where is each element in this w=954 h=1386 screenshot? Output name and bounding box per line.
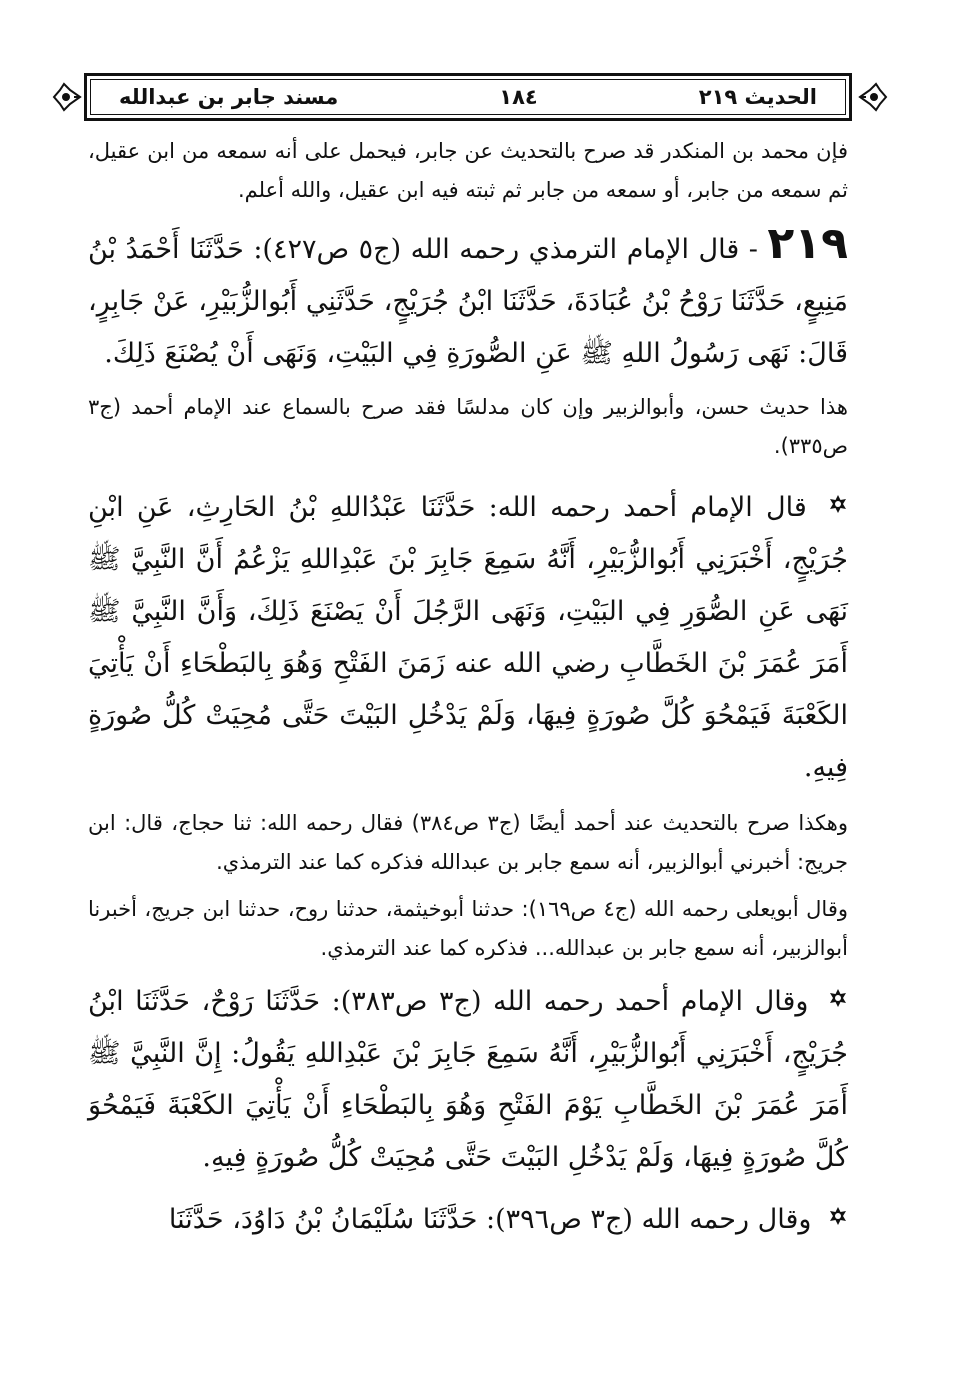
hadith-label: الحديث ٢١٩ [698, 85, 817, 109]
flower-star-icon [828, 988, 848, 1008]
grading-paragraph: هذا حديث حسن، وأبوالزبير وإن كان مدلسًا فقد صرح بالسماع عند الإمام أحمد (ج٣ ص٣٣٥). [88, 395, 848, 458]
arabesque-ornament-icon [52, 80, 82, 114]
hadith-number: ٢١٩ [767, 218, 848, 269]
narration-paragraph: قال الإمام أحمد رحمه الله: حَدَّثَنَا عَبْدُاللهِ بْنُ الحَارِثِ، عَنِ ابْنِ جُرَيْجٍ، أَخْبَرَنِي أَبُوالزُّبَيْرِ، أَنَّهُ سَمِعَ جَابِرَ بْنَ عَبْدِاللهِ يَزْعُمُ أَنَّ النَّبِيَّ ﷺ نَهَى عَنِ الصُّوَرِ فِي البَيْتِ، وَنَهَى الرَّجُلَ أَنْ يَصْنَعَ ذَلِكَ، وَأَنَّ النَّبِيَّ ﷺ أَمَرَ عُمَرَ بْنَ الخَطَّابِ رضي الله عنه زَمَنَ الفَتْحِ وَهُوَ بِالبَطْحَاءِ أَنْ يَأْتِيَ الكَعْبَةَ فَيَمْحُوَ كُلَّ صُورَةٍ فِيهَا، وَلَمْ يَدْخُلِ البَيْتَ حَتَّى مُحِيَتْ كُلُّ صُورَةٍ فِيهِ. [88, 492, 848, 783]
flower-star-icon [828, 494, 848, 514]
page-number: ١٨٤ [499, 85, 538, 109]
book-title: مسند جابر بن عبدالله [119, 85, 339, 109]
page-body [88, 132, 848, 1246]
commentary-paragraph: فإن محمد بن المنكدر قد صرح بالتحديث عن جابر، فيحمل على أنه سمعه من ابن عقيل، ثم سمعه من جابر، أو سمعه من جابر ثم ثبته فيه ابن عقيل، والله أعلم. [88, 139, 848, 202]
narration-paragraph: وقال رحمه الله (ج٣ ص٣٩٦): حَدَّثَنَا سُلَيْمَانُ بْنُ دَاوُدَ، حَدَّثَنَا [88, 1194, 848, 1246]
flower-star-icon [828, 1206, 848, 1226]
arabesque-ornament-icon [858, 80, 888, 114]
hadith-paragraph [88, 218, 848, 380]
narration-paragraph: وقال الإمام أحمد رحمه الله (ج٣ ص٣٨٣): حَدَّثَنَا رَوْحٌ، حَدَّثَنَا ابْنُ جُرَيْجٍ، أَخْبَرَنِي أَبُوالزُّبَيْرِ، أَنَّهُ سَمِعَ جَابِرَ بْنَ عَبْدِاللهِ يَقُولُ: إِنَّ النَّبِيَّ ﷺ أَمَرَ عُمَرَ بْنَ الخَطَّابِ يَوْمَ الفَتْحِ وَهُوَ بِالبَطْحَاءِ أَنْ يَأْتِيَ الكَعْبَةَ فَيَمْحُوَ كُلَّ صُورَةٍ فِيهَا، وَلَمْ يَدْخُلِ البَيْتَ حَتَّى مُحِيَتْ كُلُّ صُورَةٍ فِيهِ. [88, 986, 848, 1173]
hadith-text: - قال الإمام الترمذي رحمه الله (ج٥ ص٤٢٧): حَدَّثَنَا أَحْمَدُ بْنُ مَنِيعٍ، حَدَّثَنَا رَوْحُ بْنُ عُبَادَةَ، حَدَّثَنَا ابْنُ جُرَيْجٍ، حَدَّثَنِي أَبُوالزُّبَيْرِ، عَنْ جَابِرٍ، قَالَ: نَهَى رَسُولُ اللهِ ﷺ عَنِ الصُّورَةِ فِي البَيْتِ، وَنَهَى أَنْ يُصْنَعَ ذَلِكَ. [88, 234, 848, 369]
running-header [84, 73, 852, 121]
commentary-paragraph: وقال أبويعلى رحمه الله (ج٤ ص١٦٩): حدثنا أبوخيثمة، حدثنا روح، حدثنا ابن جريج، أخبرنا أبوالزبير، أنه سمع جابر بن عبدالله... فذكره كما عند الترمذي. [88, 897, 849, 960]
commentary-paragraph: وهكذا صرح بالتحديث عند أحمد أيضًا (ج٣ ص٣٨٤) فقال رحمه الله: ثنا حجاج، قال: ابن جريج: أخبرني أبوالزبير، أنه سمع جابر بن عبدالله فذكره كما عند الترمذي. [88, 811, 848, 874]
